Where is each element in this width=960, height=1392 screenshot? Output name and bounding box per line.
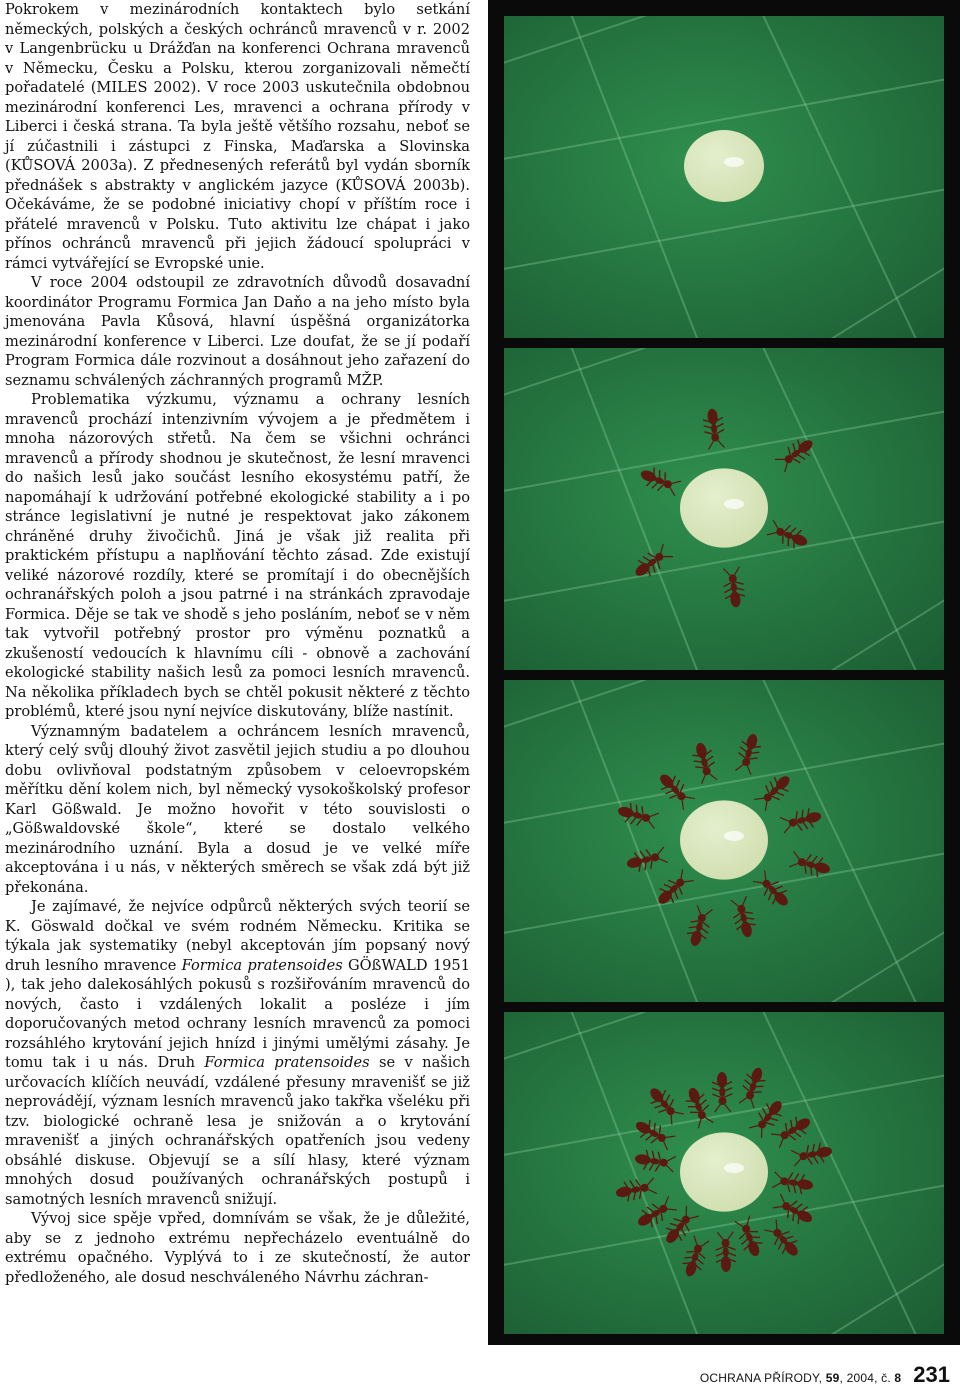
- journal-issue: 8: [894, 1371, 902, 1385]
- photo-droplet-alone: [504, 16, 944, 338]
- photo-droplet-ants-crowd: [504, 1012, 944, 1334]
- journal-year-issue: , 2004, č.: [839, 1371, 895, 1385]
- article-paragraph: Vývoj sice spěje vpřed, domnívám se však, že je důležité, aby se z jednoho extrému nepřecházelo eventuálně do extrému opačného. Vyplývá to i ze skutečností, že autor předloženého, ale dosud neschváleného Návrhu záchran-: [5, 1210, 470, 1286]
- photo-leaf-svg: [504, 348, 944, 670]
- article-text: [5, 0, 470, 1287]
- paragraph-text: Je zajímavé, že nejvíce odpůrců některých svých teorií se K. Göswald dočkal ve svém rodném Německu. Kritika se týkala jak systematiky (nebyl akceptován jím popsaný nový druh lesního mravence: [5, 898, 470, 974]
- page-number: 231: [913, 1362, 950, 1387]
- article-paragraph: Významným badatelem a ochráncem lesních mravenců, který celý svůj dlouhý život zasvětil jejich studiu a po dlouhou dobu ovlivňoval podstatným způsobem v celoevropském měřítku dění kolem nich, byl německý vysokoškolský profesor Karl Gößwald. Je možno hovořit v této souvislosti o „Gößwaldovské škole“, které se dostalo velkého mezinárodního uznání. Byla a dosud je ve velké míře akceptována i u nás, v některých směrech se však zdá být již překonána.: [5, 722, 470, 896]
- photo-leaf-svg: [504, 1012, 944, 1334]
- photo-strip: [488, 0, 960, 1345]
- journal-volume: 59: [825, 1371, 840, 1385]
- journal-citation: [700, 1371, 901, 1385]
- article-paragraph: Problematika výzkumu, významu a ochrany lesních mravenců prochází intenzivním vývojem a je předmětem i mnoha názorových střetů. Na čem se všichni ochránci mravenců a přírody shodnou je skutečnost, že lesní mravenci do našich lesů jako součást lesního ekosystému patří, že napomáhají k udržování potřebné ekologické stability a i po stránce legislativní je nutné je respektovat jako zákonem chráněné druhy živočichů. Jiná je však již realita při praktickém přístupu a naplňování těchto zásad. Zde existují veliké názorové rozdíly, které se promítají i do obecnějších ochranářských poloh a jsou patrné i na stránkách zpravodaje Formica. Děje se tak ve shodě s jeho posláním, neboť se v něm tak vytvořil potřebný prostor pro výměnu poznatků a zkušeností vedoucích k hlavnímu cíli - obnově a zachování ekologické stability našich lesů za pomoci lesních mravenců. Na několika příkladech bych se chtěl pokusit některé z těchto problémů, které jsou nyní nejvíce diskutovány, blíže nastínit.: [5, 391, 470, 720]
- species-name: Formica pratensoides: [204, 1054, 370, 1071]
- journal-name: OCHRANA PŘÍRODY,: [699, 1371, 826, 1385]
- photo-leaf-svg: [504, 16, 944, 338]
- article-paragraph: Pokrokem v mezinárodních kontaktech bylo setkání německých, polských a českých ochránců mravenců v r. 2002 v Langenbrücku u Drážďan na konferenci Ochrana mravenců v Německu, Česku a Polsku, kterou zorganizovali němečtí pořadatelé (MILES 2002). V roce 2003 uskutečnila obdobnou mezinárodní konferenci Les, mravenci a ochrana přírody v Liberci i česká strana. Ta byla ještě většího rozsahu, neboť se jí zúčastnili i zástupci z Finska, Maďarska a Slovinska (KŮSOVÁ 2003a). Z přednesených referátů byl vydán sborník přednášek s abstrakty v anglickém jazyce (KŮSOVÁ 2003b). Očekáváme, že se podobné iniciativy chopí v příštím roce i přátelé mravenců v Polsku. Tuto aktivitu lze chápat i jako přínos ochránců mravenců při jejich žádoucí spolupráci v rámci vytvářející se Evropské unie.: [5, 1, 470, 272]
- photo-droplet-first-ants: [504, 348, 944, 670]
- paragraph-text: GÖßWALD 1951 ), tak jeho dalekosáhlých pokusů s rozšiřováním mravenců do nových, často i vzdálených lokalit a posléze i jím doporučovaných metod ochrany lesních mravenců za pomoci rozsáhlého krytování jejich hnízd i jinými umělými zásahy. Je tomu tak i u nás. Druh: [5, 956, 470, 1071]
- photo-droplet-ants-gathering: [504, 680, 944, 1002]
- article-paragraph: V roce 2004 odstoupil ze zdravotních důvodů dosavadní koordinátor Programu Formica Jan Daňo a na jeho místo byla jmenována Pavla Kůsová, hlavní úspěšná organizátorka mezinárodní konference v Liberci. Lze doufat, že se jí podaří Program Formica dále rozvinout a dosáhnout jeho zařazení do seznamu schválených záchranných programů MŽP.: [5, 274, 470, 389]
- species-name: Formica pratensoides: [181, 956, 343, 974]
- article-paragraph: [5, 897, 470, 1209]
- paragraph-text: se v našich určovacích klíčích neuvádí, vzdálené přesuny mravenišť se již neprovádějí, význam lesních mravenců jako takřka všeléku při tzv. biologické ochraně lesa je snižován a o krytování mravenišť a jiných ochranářských opatřeních jsou vedeny obsáhlé diskuse. Objevují se a sílí hlasy, které význam mnohých dosud používaných ochranářských postupů i samotných lesních mravenců snižují.: [5, 1054, 470, 1208]
- page-footer: [700, 1362, 950, 1388]
- photo-leaf-svg: [504, 680, 944, 1002]
